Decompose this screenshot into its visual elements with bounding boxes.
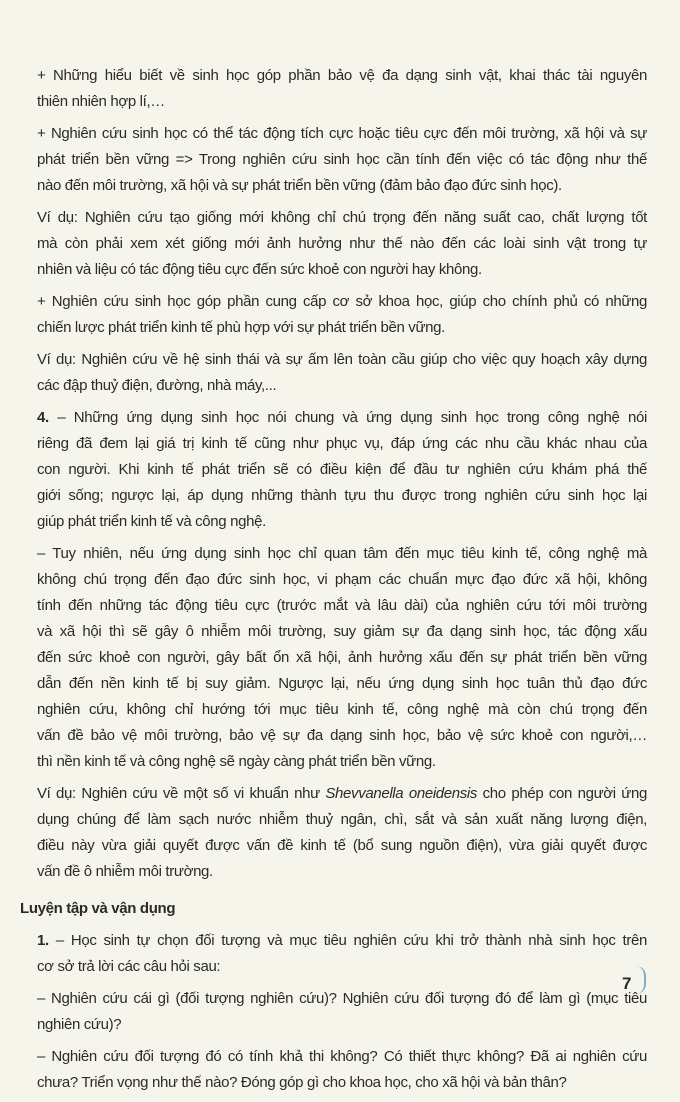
section-heading (20, 896, 647, 922)
text-line: – Tuy nhiên, nếu ứng dụng sinh học chỉ quan tâm đến mục tiêu kinh tế, công nghệ mà (37, 545, 647, 562)
paragraph (37, 928, 647, 980)
text-line: thiên nhiên hợp lí,… (37, 93, 165, 110)
paragraph (37, 205, 647, 283)
paragraph (37, 121, 647, 199)
text-line: Luyện tập và vận dụng (20, 900, 176, 917)
text-line: riêng đã đem lại giá trị kinh tế cũng như phục vụ, đáp ứng các nhu cầu khác nhau của (37, 435, 647, 452)
text-segment: – Học sinh tự chọn đối tượng và mục tiêu nghiên cứu khi trở thành nhà sinh học trên (48, 932, 647, 949)
text-line (37, 405, 647, 431)
text-line: giúp phát triển kinh tế và công nghệ. (37, 513, 266, 530)
text-line: vấn đề bảo vệ môi trường, bảo vệ sự đa dạng sinh học, bảo vệ sức khoẻ con người,… (37, 727, 647, 744)
text-line: + Những hiểu biết về sinh học góp phần bảo vệ đa dạng sinh vật, khai thác tài nguyên (37, 67, 647, 84)
species-name: Shevvanella oneidensis (325, 785, 478, 802)
text-segment: cho phép con người ứng (477, 785, 647, 802)
text-line: – Nghiên cứu cái gì (đối tượng nghiên cứu)? Nghiên cứu đối tượng đó để làm gì (mục tiêu (37, 990, 647, 1007)
text-line: con người. Khi kinh tế phát triển sẽ có điều kiện để đầu tư nghiên cứu khám phá thế (37, 461, 647, 478)
paragraph (37, 781, 647, 885)
text-line: vấn đề ô nhiễm môi trường. (37, 863, 213, 880)
document-body (20, 63, 647, 1102)
text-line: chiến lược phát triển kinh tế phù hợp với sự phát triển bền vững. (37, 319, 445, 336)
paragraph (37, 1044, 647, 1096)
text-line (37, 928, 647, 954)
text-line: – Nghiên cứu đối tượng đó có tính khả thi không? Có thiết thực không? Đã ai nghiên cứu (37, 1048, 647, 1065)
text-line: tính đến những tác động tiêu cực (trước mắt và lâu dài) của nghiên cứu tới môi trường (37, 597, 647, 614)
text-line: mà còn phải xem xét giống mới ảnh hưởng như thế nào đến các loài sinh vật trong tự (37, 235, 647, 252)
text-line: phát triển bền vững => Trong nghiên cứu sinh học cần tính đến việc có tác động như thế (37, 151, 647, 168)
text-line: giới sống; ngược lại, áp dụng những thành tựu thu được trong nghiên cứu sinh học lại (37, 487, 647, 504)
text-line (37, 781, 647, 807)
paragraph (37, 541, 647, 775)
text-line: nghiên cứu, không chỉ hướng tới mục tiêu kinh tế, công nghệ mà còn chú trọng đến (37, 701, 647, 718)
page-number: 7 (622, 974, 632, 993)
paragraph (37, 63, 647, 115)
text-line: dụng chúng để làm sạch nước nhiễm thuỷ ngân, chì, sắt và sản xuất năng lượng điện, (37, 811, 647, 828)
text-line: nghiên cứu)? (37, 1016, 122, 1033)
text-line: Ví dụ: Nghiên cứu về hệ sinh thái và sự ấm lên toàn cầu giúp cho việc quy hoạch xây dựng (37, 351, 647, 368)
text-line: + Nghiên cứu sinh học góp phần cung cấp cơ sở khoa học, giúp cho chính phủ có những (37, 293, 647, 310)
text-line: các đập thuỷ điện, đường, nhà máy,... (37, 377, 277, 394)
text-line: đến sức khoẻ con người, gây bất ổn xã hội, ảnh hưởng xấu đến sự phát triển bền vững (37, 649, 647, 666)
text-line: cơ sở trả lời các câu hỏi sau: (37, 958, 221, 975)
item-number: 4. (37, 409, 49, 426)
text-line: và xã hội thì sẽ gây ô nhiễm môi trường, suy giảm sự đa dạng sinh học, tác động xấu (37, 623, 647, 640)
text-segment: Ví dụ: Nghiên cứu về một số vi khuẩn như (37, 785, 326, 802)
text-line: + Nghiên cứu sinh học có thể tác động tích cực hoặc tiêu cực đến môi trường, xã hội và sự (37, 125, 647, 142)
paragraph (37, 347, 647, 399)
item-number: 1. (37, 932, 49, 949)
text-line: nào đến môi trường, xã hội và sự phát triển bền vững (đảm bảo đạo đức sinh học). (37, 177, 562, 194)
text-line: thì nền kinh tế và công nghệ sẽ ngày càng phát triển bền vững. (37, 753, 436, 770)
text-line: chưa? Triển vọng như thế nào? Đóng góp gì cho khoa học, cho xã hội và bản thân? (37, 1074, 567, 1091)
paragraph (37, 986, 647, 1038)
text-segment: – Những ứng dụng sinh học nói chung và ứng dụng sinh học trong công nghệ nói (48, 409, 647, 426)
paragraph (37, 289, 647, 341)
text-line: nhiên và liệu có tác động tiêu cực đến sức khoẻ con người hay không. (37, 261, 482, 278)
text-line: Ví dụ: Nghiên cứu tạo giống mới không chỉ chú trọng đến năng suất cao, chất lượng tốt (37, 209, 647, 226)
paragraph (37, 405, 647, 535)
text-line: dẫn đến nền kinh tế bị suy giảm. Ngược lại, nếu ứng dụng sinh học tuân thủ đạo đức (37, 675, 647, 692)
text-line: không chú trọng đến đạo đức sinh học, vi phạm các chuẩn mực đạo đức xã hội, không (37, 571, 647, 588)
text-line: điều này vừa giải quyết được vấn đề kinh tế (bổ sung nguồn điện), vừa giải quyết được (37, 837, 647, 854)
